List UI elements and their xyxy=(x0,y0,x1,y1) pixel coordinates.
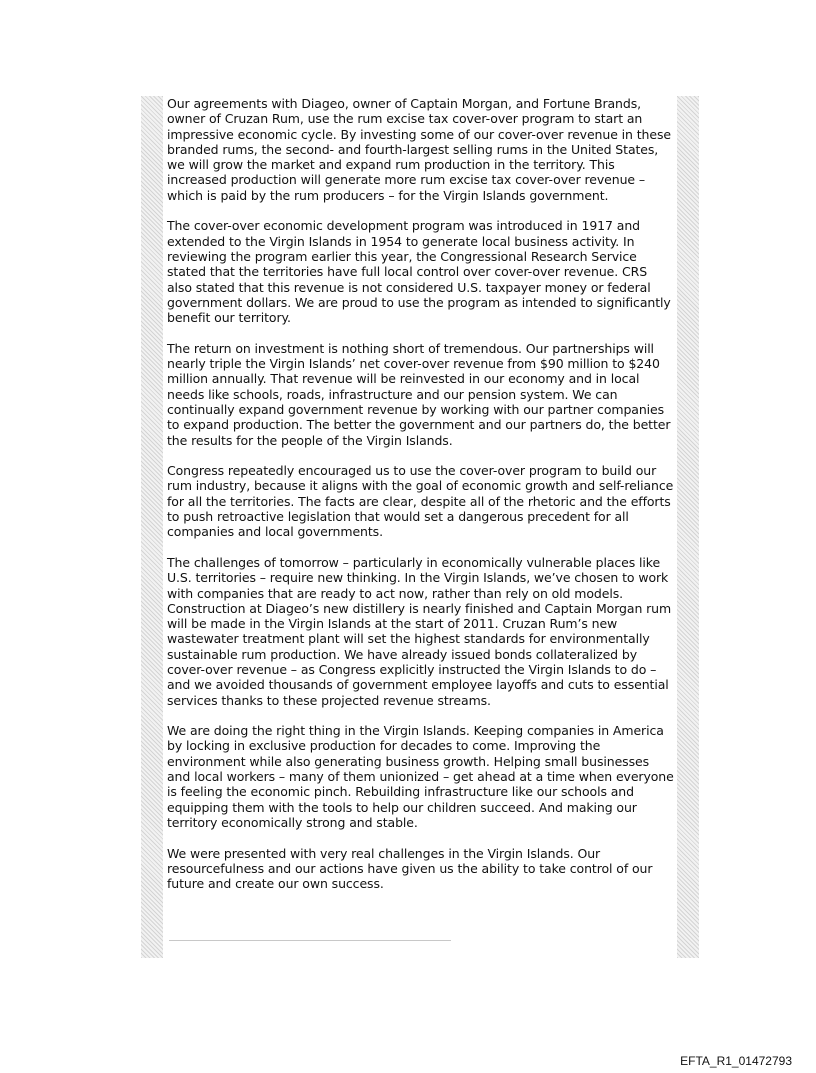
paragraph-5: The challenges of tomorrow – particularly in economically vulnerable places like U.S. territories – require new thinking. In the Virgin Islands, we’ve chosen to work with companies that are ready to act now, rather than rely on old models. Construction at Diageo’s new distillery is nearly finished and Captain Morgan rum will be made in the Virgin Islands at the start of 2011. Cruzan Rum’s new wastewater treatment plant will set the highest standards for environmentally sustainable rum production. We have already issued bonds collateralized by cover-over revenue – as Congress explicitly instructed the Virgin Islands to do – and we avoided thousands of government employee layoffs and cuts to essential services thanks to these projected revenue streams. xyxy=(167,554,672,708)
paragraph-3: The return on investment is nothing short of tremendous. Our partnerships will nearly triple the Virgin Islands’ net cover-over revenue from $90 million to $240 million annually. That revenue will be reinvested in our economy and in local needs like schools, roads, infrastructure and our pension system. We can continually expand government revenue by working with our partner companies to expand production. The better the government and our partners do, the better the results for the people of the Virgin Islands. xyxy=(167,340,671,448)
paragraph-4: Congress repeatedly encouraged us to use the cover-over program to build our rum industry, because it aligns with the goal of economic growth and self-reliance for all the territories. The facts are clear, despite all of the rhetoric and the efforts to push retroactive legislation that would set a dangerous precedent for all companies and local governments. xyxy=(167,463,674,540)
document-id: EFTA_R1_01472793 xyxy=(680,1054,792,1068)
paragraph-7: We were presented with very real challenges in the Virgin Islands. Our resourcefulness and our actions have given us the ability to take control of our future and create our own success. xyxy=(167,845,653,892)
body-text xyxy=(167,96,675,907)
paragraph-6: We are doing the right thing in the Virgin Islands. Keeping companies in America by locking in exclusive production for decades to come. Improving the environment while also generating business growth. Helping small businesses and local workers – many of them unionized – get ahead at a time when everyone is feeling the economic pinch. Rebuilding infrastructure like our schools and equipping them with the tools to help our children succeed. And making our territory economically strong and stable. xyxy=(167,723,674,830)
separator-rule xyxy=(169,940,451,941)
right-hatched-border xyxy=(677,96,699,958)
paragraph-1: Our agreements with Diageo, owner of Captain Morgan, and Fortune Brands, owner of Cruzan Rum, use the rum excise tax cover-over program to start an impressive economic cycle. By investing some of our cover-over revenue in these branded rums, the second- and fourth-largest selling rums in the United States, we will grow the market and expand rum production in the territory. This increased production will generate more rum excise tax cover-over revenue – which is paid by the rum producers – for the Virgin Islands government. xyxy=(167,96,671,203)
left-hatched-border xyxy=(141,96,163,958)
paragraph-2: The cover-over economic development program was introduced in 1917 and extended to the Virgin Islands in 1954 to generate local business activity. In reviewing the program earlier this year, the Congressional Research Service stated that the territories have full local control over cover-over revenue. CRS also stated that this revenue is not considered U.S. taxpayer money or federal government dollars. We are proud to use the program as intended to significantly benefit our territory. xyxy=(167,218,671,326)
